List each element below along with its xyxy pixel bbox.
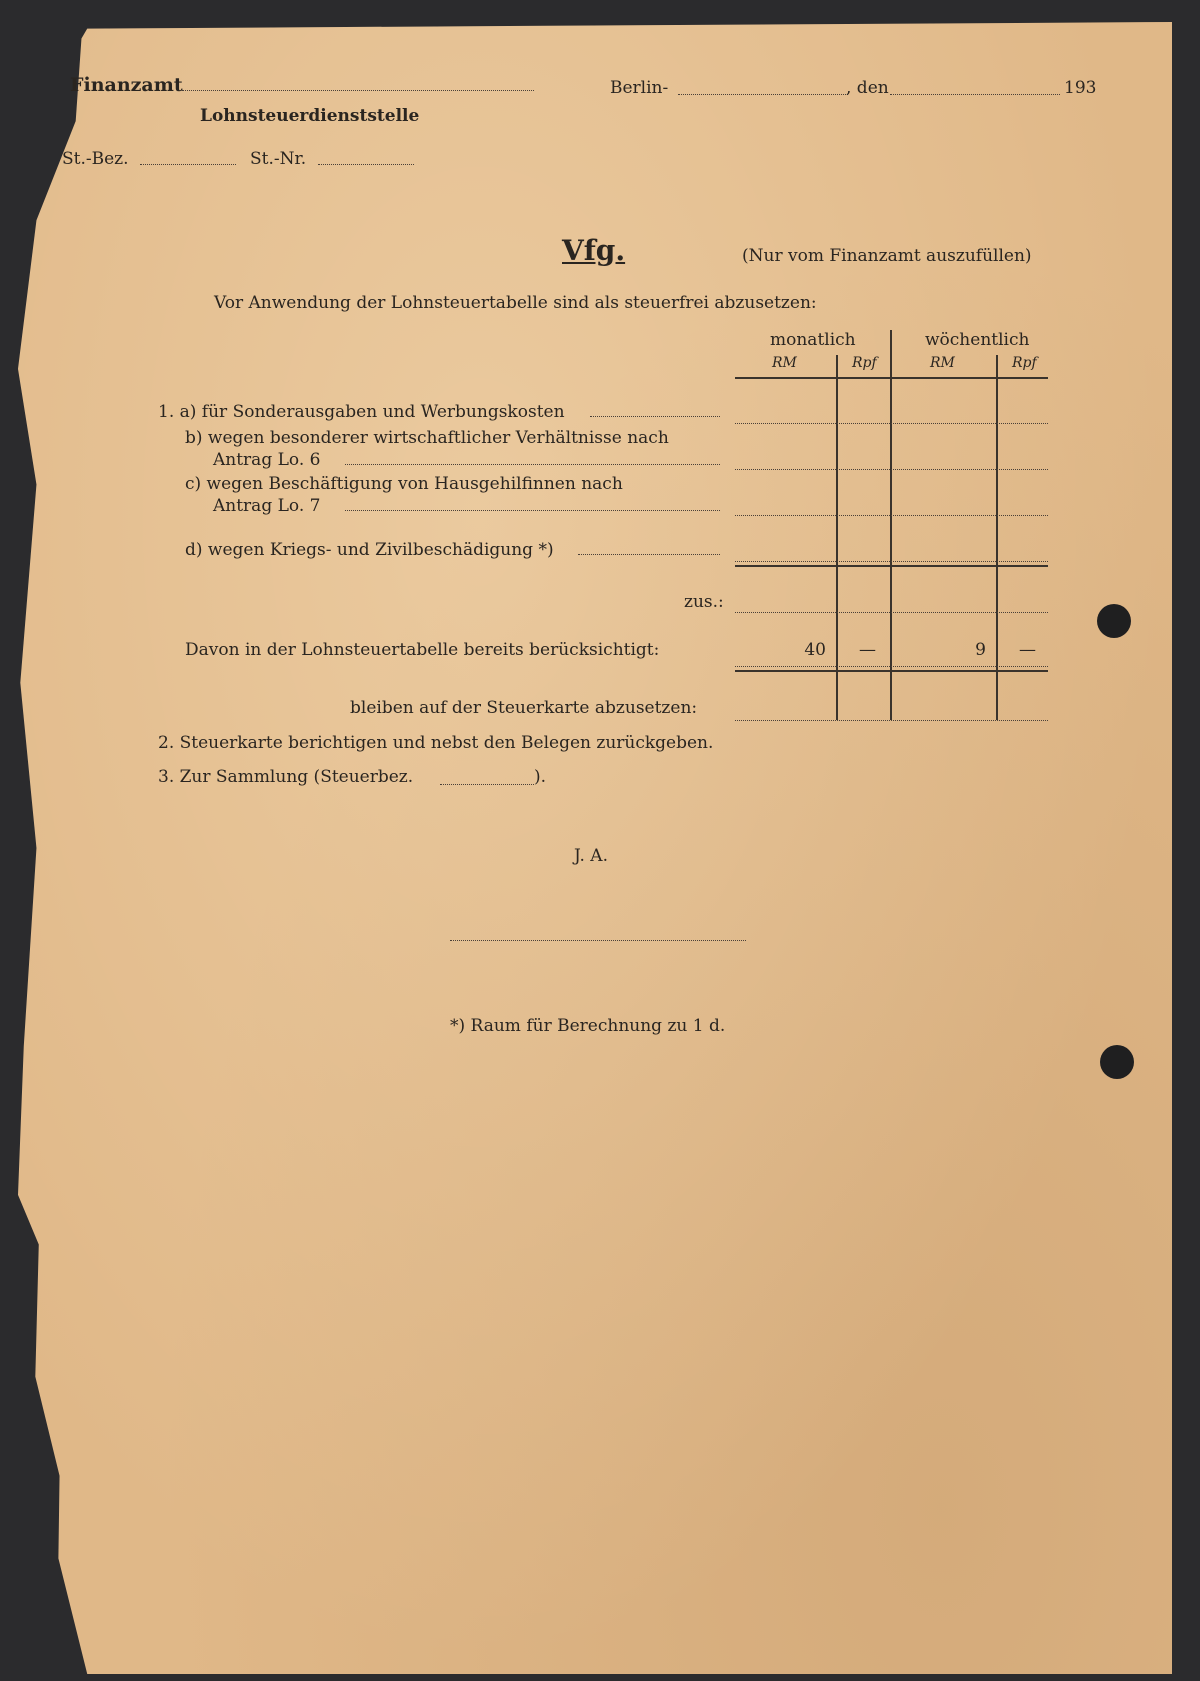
st-nr-label: St.-Nr. [250, 149, 307, 169]
row-d-field [735, 561, 1048, 562]
city-label: Berlin- [610, 78, 669, 98]
fill-note: (Nur vom Finanzamt auszufüllen) [742, 246, 1032, 266]
col-monthly-rm: RM [772, 355, 797, 371]
remaining-field [735, 720, 1048, 721]
considered-monthly-rm: 40 [804, 640, 826, 660]
year-label: 193 [1064, 78, 1097, 98]
col-weekly-rm: RM [930, 355, 955, 371]
st-nr-field [318, 164, 414, 165]
step-3-suffix: ). [534, 767, 547, 787]
considered-rule [735, 670, 1048, 672]
remaining-label: bleiben auf der Steuerkarte abzusetzen: [350, 698, 698, 718]
step-3-prefix: 3. Zur Sammlung (Steuerbez. [158, 767, 414, 787]
item-b-line2: Antrag Lo. 6 [213, 450, 321, 470]
col-weekly: wöchentlich [925, 330, 1030, 350]
col-monthly-rpf: Rpf [852, 355, 877, 371]
considered-field [735, 666, 1048, 667]
item-a: 1. a) für Sonderausgaben und Werbungskosten [158, 402, 565, 422]
date-field [890, 94, 1060, 95]
office-field [182, 90, 534, 91]
considered-weekly-rpf: — [1019, 640, 1036, 660]
sum-rule [735, 565, 1048, 567]
row-a-field [735, 423, 1048, 424]
intro-text: Vor Anwendung der Lohnsteuertabelle sind als steuerfrei abzusetzen: [214, 293, 817, 313]
item-c-leader [345, 510, 720, 511]
col-monthly: monatlich [770, 330, 856, 350]
divider-monthly-weekly [890, 379, 892, 720]
item-d-leader [578, 554, 720, 555]
row-b-field [735, 469, 1048, 470]
sum-field [735, 612, 1048, 613]
considered-label: Davon in der Lohnsteuertabelle bereits berücksichtigt: [185, 640, 660, 660]
footnote: *) Raum für Berechnung zu 1 d. [450, 1016, 726, 1036]
divider-monthly-weekly-top [890, 330, 892, 379]
item-c-line2: Antrag Lo. 7 [213, 496, 321, 516]
department-label: Lohnsteuerdienststelle [200, 106, 420, 126]
st-bez-field [140, 164, 236, 165]
punch-hole-bottom [1100, 1045, 1134, 1079]
signature-prefix: J. A. [574, 846, 608, 866]
item-c-line1: c) wegen Beschäftigung von Hausgehilfinnen nach [185, 474, 623, 494]
item-d: d) wegen Kriegs- und Zivilbeschädigung *) [185, 540, 554, 560]
signature-line [450, 940, 746, 941]
considered-weekly-rm: 9 [975, 640, 986, 660]
den-label: , den [846, 78, 889, 98]
step-3-field [440, 784, 534, 785]
office-label: Finanzamt [70, 74, 183, 96]
sum-label: zus.: [684, 592, 724, 612]
header-rule [735, 377, 1048, 379]
punch-hole-top [1097, 604, 1131, 638]
form-title: Vfg. [562, 234, 626, 267]
item-b-line1: b) wegen besonderer wirtschaftlicher Verhältnisse nach [185, 428, 669, 448]
considered-monthly-rpf: — [859, 640, 876, 660]
col-weekly-rpf: Rpf [1012, 355, 1037, 371]
item-a-leader [590, 416, 720, 417]
step-2: 2. Steuerkarte berichtigen und nebst den Belegen zurückgeben. [158, 733, 714, 753]
item-b-leader [345, 464, 720, 465]
city-field [678, 94, 848, 95]
row-c-field [735, 515, 1048, 516]
st-bez-label: St.-Bez. [62, 149, 129, 169]
